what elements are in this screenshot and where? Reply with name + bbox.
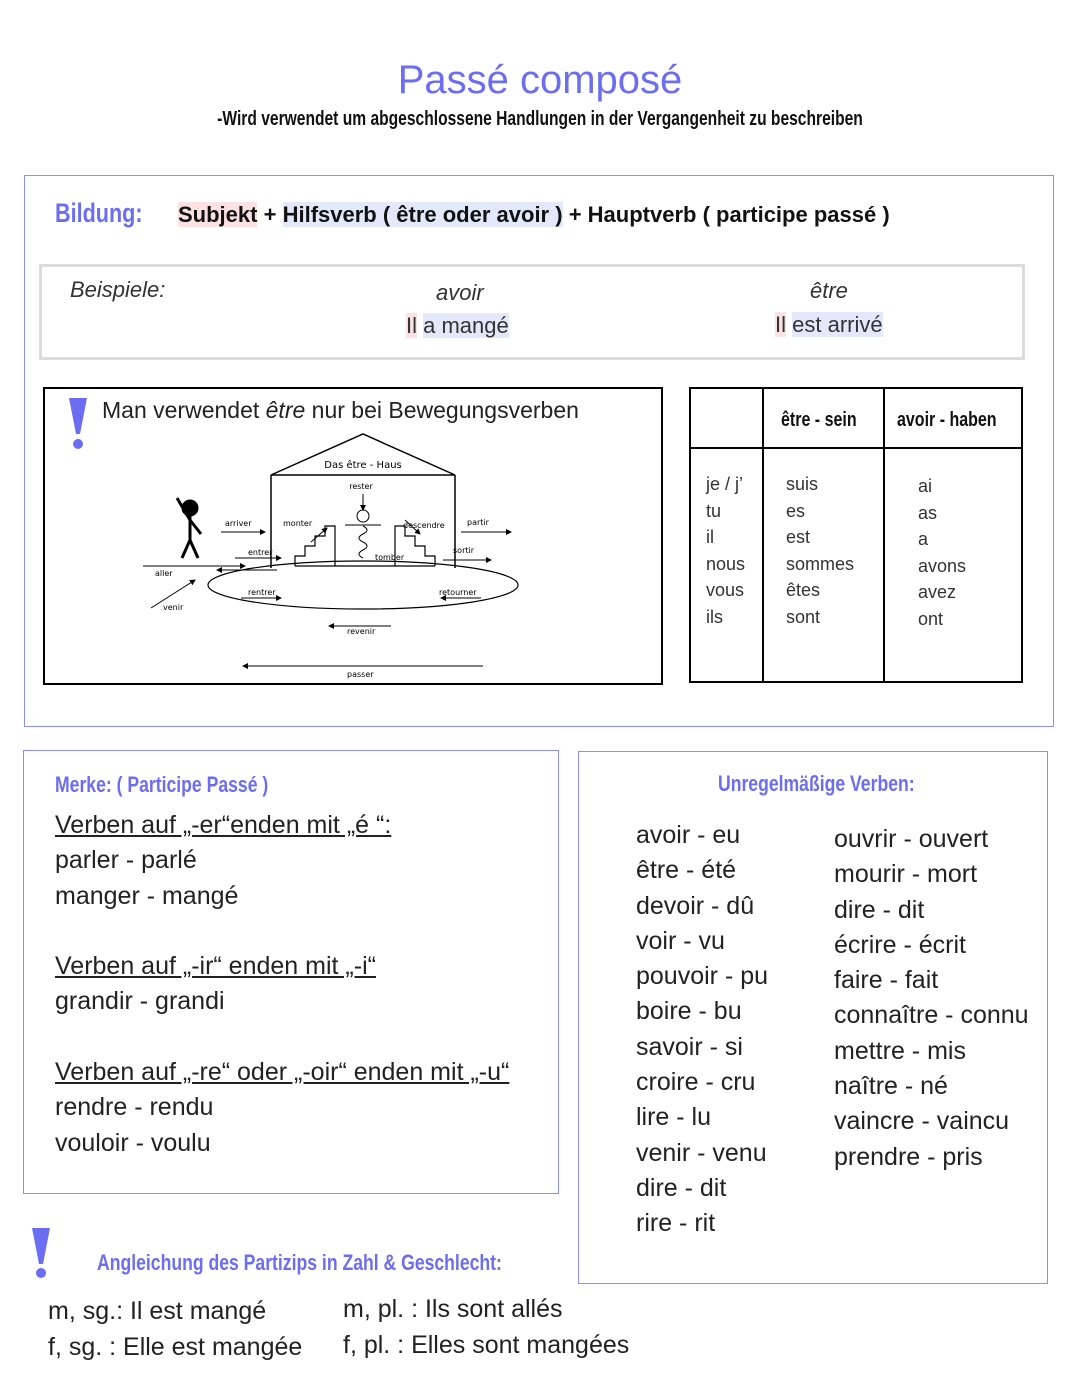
svg-text:rentrer: rentrer — [248, 588, 276, 597]
bildung-formula — [178, 202, 890, 228]
etre-house-diagram — [45, 428, 657, 679]
bildung-label: Bildung: — [55, 198, 143, 228]
house-label: Das être - Haus — [324, 460, 402, 471]
svg-text:descendre: descendre — [403, 521, 445, 530]
page-subtitle: -Wird verwendet um abgeschlossene Handlungen in der Vergangenheit zu beschreiben — [217, 108, 863, 130]
examples-label: Beispiele: — [70, 277, 166, 302]
rester-circle — [357, 510, 369, 522]
exclamation-icon — [31, 1228, 51, 1280]
header-avoir: avoir - haben — [897, 409, 997, 431]
svg-text:venir: venir — [163, 603, 184, 612]
example-avoir-heading: avoir — [436, 280, 484, 305]
svg-text:tomber: tomber — [375, 553, 405, 562]
stairs-left — [295, 526, 335, 566]
header-etre: être - sein — [781, 409, 857, 431]
svg-text:partir: partir — [467, 518, 489, 527]
formula-main-verb: Hauptverb ( participe passé ) — [587, 202, 890, 227]
formula-auxiliary: Hilfsverb ( être oder avoir ) — [282, 202, 563, 227]
rule-er: Verben auf „-er“enden mit „é “: — [55, 811, 392, 839]
example-etre-sentence: Il est arrivé — [775, 312, 883, 337]
rule-ir: Verben auf „-ir“ enden mit „-i“ — [55, 952, 376, 981]
example-avoir-sentence: Il a mangé — [406, 313, 509, 338]
irregular-list-right: ouvrir - ouvert mourir - mort dire - dit écrire - écrit faire - fait connaître - connu mettre - mis naître - né vaincre - vaincu prendre - pris — [834, 825, 1029, 1171]
merke-content: Verben auf „-er“enden mit „é “: parler - parlé manger - mangé Verben auf „-ir“ enden mit „-i“ grandir - grandi Verben auf „-re“ oder „-oir“ enden mit „-u“ rendre - rendu vouloir - voulu — [55, 808, 509, 1161]
return-ellipse — [208, 561, 518, 609]
svg-text:passer: passer — [347, 670, 374, 679]
avoir-forms-list: ai as a avons avez ont — [918, 476, 967, 629]
agreement-m-pl: m, pl. : Ils sont allés — [343, 1295, 563, 1323]
irregular-list-left: avoir - eu être - été devoir - dû voir - vu pouvoir - pu boire - bu savoir - si croire - cru lire - lu venir - venu dire - dit rire - rit — [636, 821, 769, 1238]
conjugation-table — [689, 387, 1023, 683]
formula-plus-2: + — [568, 202, 582, 227]
svg-text:entrer: entrer — [248, 548, 273, 557]
svg-text:aller: aller — [155, 569, 173, 578]
formula-subject: Subjekt — [178, 202, 258, 227]
svg-text:rester: rester — [349, 482, 373, 491]
etre-note-text: Man verwendet être nur bei Bewegungsverben — [102, 397, 579, 423]
svg-text:revenir: revenir — [347, 627, 376, 636]
page-title: Passé composé — [397, 58, 683, 102]
agreement-title: Angleichung des Partizips in Zahl & Geschlecht: — [97, 1250, 502, 1275]
svg-text:arriver: arriver — [225, 519, 252, 528]
example-etre-heading: être — [810, 278, 848, 303]
merke-title: Merke: ( Participe Passé ) — [55, 772, 269, 797]
irregular-title: Unregelmäßige Verben: — [718, 771, 915, 796]
etre-forms-list: suis es est sommes êtes sont — [786, 474, 855, 627]
svg-text:monter: monter — [283, 519, 313, 528]
stickman-figure — [177, 498, 201, 558]
spring — [359, 526, 367, 558]
pronoun-list: je / j’ tu il nous vous ils — [706, 474, 746, 627]
agreement-f-sg: f, sg. : Elle est mangée — [48, 1333, 303, 1361]
rule-re-oir: Verben auf „-re“ oder „-oir“ enden mit „-u“ — [55, 1058, 510, 1087]
formula-plus-1: + — [263, 202, 277, 227]
agreement-m-sg: m, sg.: Il est mangé — [48, 1297, 267, 1325]
svg-text:sortir: sortir — [453, 546, 474, 555]
agreement-f-pl: f, pl. : Elles sont mangées — [343, 1331, 630, 1359]
svg-text:retourner: retourner — [439, 588, 477, 597]
